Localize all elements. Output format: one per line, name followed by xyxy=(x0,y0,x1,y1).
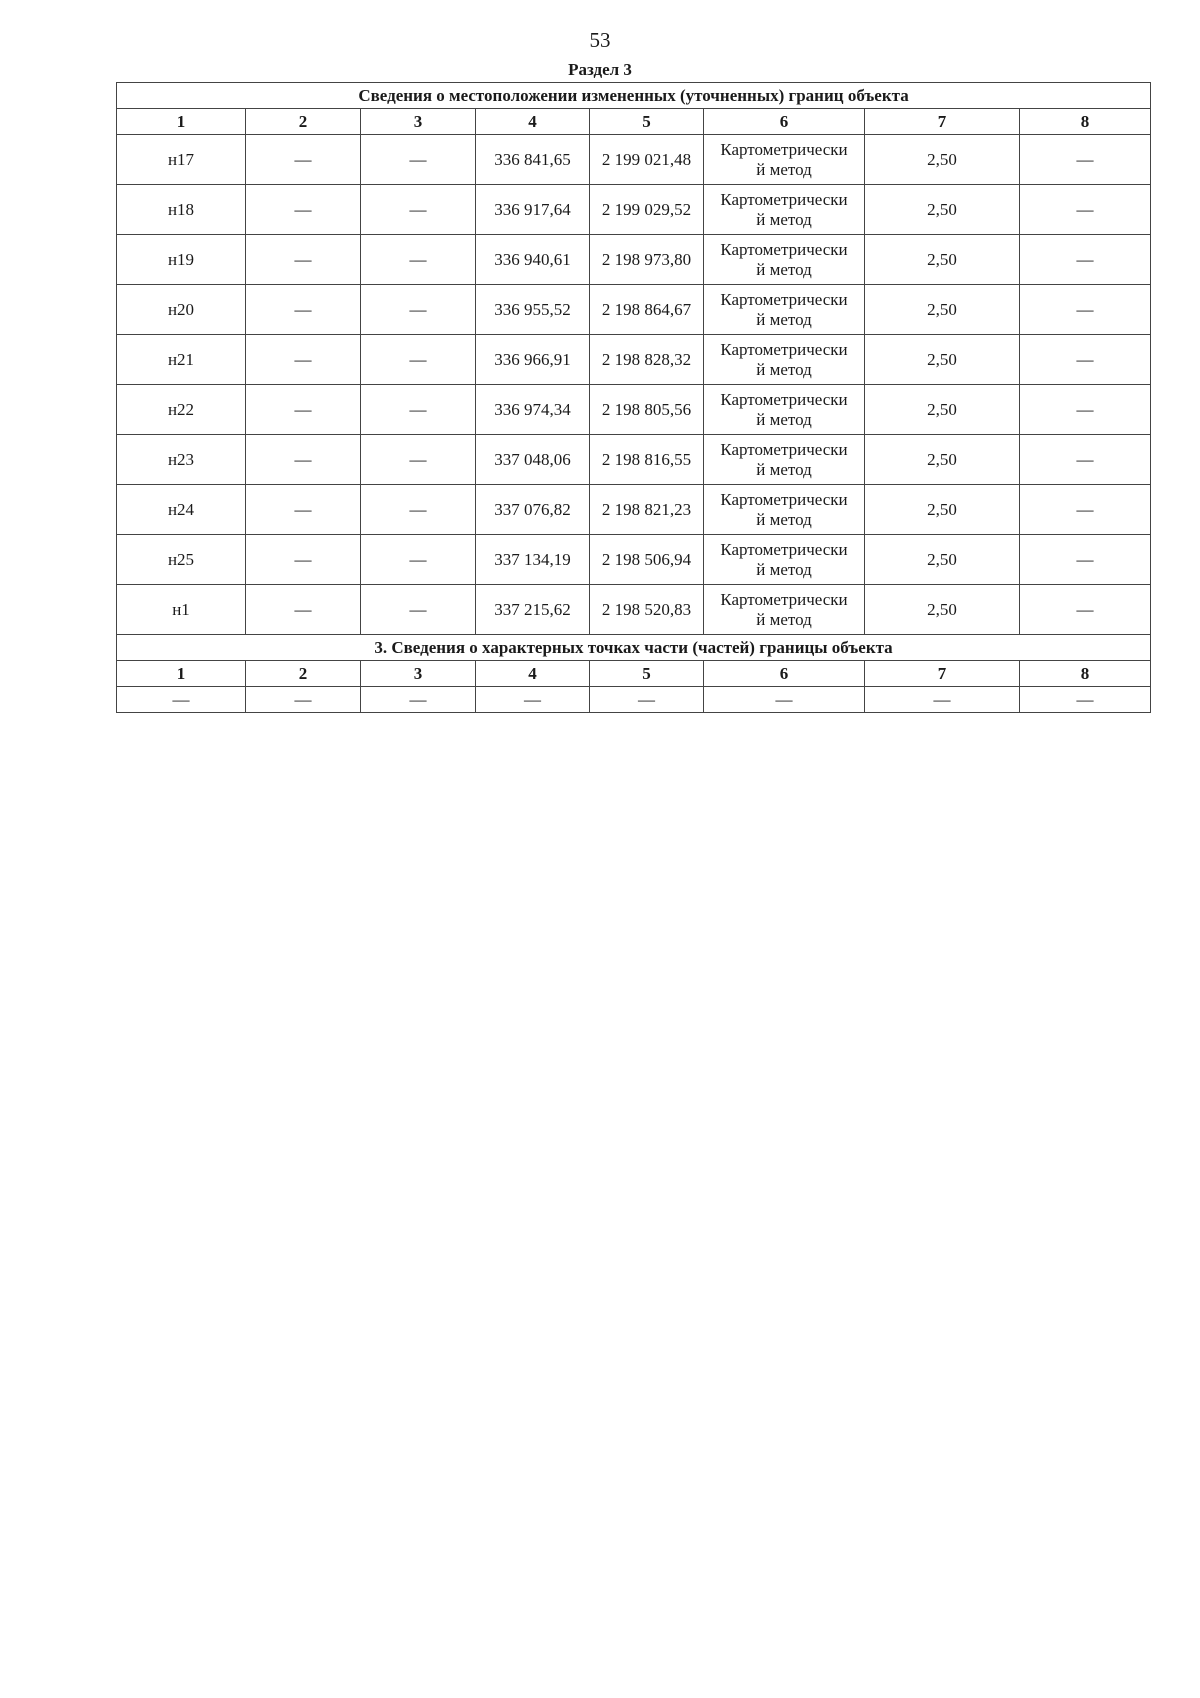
table-cell: — xyxy=(361,535,476,585)
table-cell: — xyxy=(246,335,361,385)
y-coordinate-cell: 2 198 821,23 xyxy=(590,485,704,535)
table-cell: — xyxy=(246,535,361,585)
table-cell: — xyxy=(361,585,476,635)
table-cell: — xyxy=(704,687,865,713)
method-text: й метод xyxy=(756,159,812,179)
x-coordinate-cell: 336 966,91 xyxy=(476,335,590,385)
table-cell: — xyxy=(361,135,476,185)
point-cell: н23 xyxy=(117,435,246,485)
accuracy-cell: 2,50 xyxy=(865,585,1020,635)
method-cell xyxy=(704,135,865,185)
point-cell: н17 xyxy=(117,135,246,185)
table-cell: — xyxy=(246,135,361,185)
y-coordinate-cell: 2 198 864,67 xyxy=(590,285,704,335)
x-coordinate-cell: 336 917,64 xyxy=(476,185,590,235)
table-row xyxy=(117,485,1151,535)
table-row xyxy=(117,335,1151,385)
column-header: 5 xyxy=(590,661,704,687)
x-coordinate-cell: 336 974,34 xyxy=(476,385,590,435)
method-cell xyxy=(704,235,865,285)
method-text: й метод xyxy=(756,409,812,429)
table-row xyxy=(117,535,1151,585)
column-header: 5 xyxy=(590,109,704,135)
table-cell: — xyxy=(1020,335,1151,385)
method-text: й метод xyxy=(756,609,812,629)
y-coordinate-cell: 2 199 029,52 xyxy=(590,185,704,235)
column-header: 1 xyxy=(117,661,246,687)
table-cell: — xyxy=(246,687,361,713)
method-cell xyxy=(704,385,865,435)
column-header: 6 xyxy=(704,661,865,687)
y-coordinate-cell: 2 198 805,56 xyxy=(590,385,704,435)
method-text: Картометрически xyxy=(720,189,848,209)
table-cell: — xyxy=(1020,385,1151,435)
table-cell: — xyxy=(1020,585,1151,635)
point-cell: н21 xyxy=(117,335,246,385)
table-cell: — xyxy=(361,235,476,285)
table-cell: — xyxy=(865,687,1020,713)
method-text: й метод xyxy=(756,309,812,329)
column-header: 3 xyxy=(361,661,476,687)
x-coordinate-cell: 337 048,06 xyxy=(476,435,590,485)
column-header: 2 xyxy=(246,109,361,135)
table-row xyxy=(117,185,1151,235)
y-coordinate-cell: 2 199 021,48 xyxy=(590,135,704,185)
x-coordinate-cell: 337 134,19 xyxy=(476,535,590,585)
method-text: Картометрически xyxy=(720,289,848,309)
point-cell: н20 xyxy=(117,285,246,335)
accuracy-cell: 2,50 xyxy=(865,385,1020,435)
table-cell: — xyxy=(1020,535,1151,585)
table-cell: — xyxy=(246,385,361,435)
table-row xyxy=(117,235,1151,285)
accuracy-cell: 2,50 xyxy=(865,485,1020,535)
method-text: Картометрически xyxy=(720,589,848,609)
boundary-table xyxy=(116,82,1151,713)
point-cell: н18 xyxy=(117,185,246,235)
table-cell: — xyxy=(246,435,361,485)
column-header: 2 xyxy=(246,661,361,687)
subsection-title-row xyxy=(117,635,1151,661)
subsection-empty-row xyxy=(117,687,1151,713)
point-cell: н22 xyxy=(117,385,246,435)
accuracy-cell: 2,50 xyxy=(865,435,1020,485)
table-cell: — xyxy=(361,185,476,235)
table-cell: — xyxy=(1020,235,1151,285)
table-cell: — xyxy=(1020,135,1151,185)
table-cell: — xyxy=(1020,687,1151,713)
table-row xyxy=(117,585,1151,635)
point-cell: н19 xyxy=(117,235,246,285)
point-cell: н25 xyxy=(117,535,246,585)
method-text: Картометрически xyxy=(720,539,848,559)
x-coordinate-cell: 337 076,82 xyxy=(476,485,590,535)
method-cell xyxy=(704,185,865,235)
accuracy-cell: 2,50 xyxy=(865,235,1020,285)
column-header: 8 xyxy=(1020,109,1151,135)
method-text: Картометрически xyxy=(720,489,848,509)
x-coordinate-cell: 336 841,65 xyxy=(476,135,590,185)
method-text: Картометрически xyxy=(720,339,848,359)
column-header: 8 xyxy=(1020,661,1151,687)
column-header-row xyxy=(117,109,1151,135)
table-cell: — xyxy=(476,687,590,713)
table-row xyxy=(117,285,1151,335)
method-text: Картометрически xyxy=(720,389,848,409)
point-cell: н24 xyxy=(117,485,246,535)
y-coordinate-cell: 2 198 816,55 xyxy=(590,435,704,485)
table-cell: — xyxy=(590,687,704,713)
table-cell: — xyxy=(1020,285,1151,335)
column-header: 3 xyxy=(361,109,476,135)
method-text: Картометрически xyxy=(720,239,848,259)
page-number: 53 xyxy=(589,28,611,52)
method-cell xyxy=(704,285,865,335)
accuracy-cell: 2,50 xyxy=(865,285,1020,335)
method-text: й метод xyxy=(756,259,812,279)
accuracy-cell: 2,50 xyxy=(865,185,1020,235)
y-coordinate-cell: 2 198 506,94 xyxy=(590,535,704,585)
table-cell: — xyxy=(361,485,476,535)
subsection-title: 3. Сведения о характерных точках части (частей) границы объекта xyxy=(117,635,1151,661)
table-cell: — xyxy=(1020,435,1151,485)
table-title-row xyxy=(117,83,1151,109)
method-text: Картометрически xyxy=(720,439,848,459)
method-cell xyxy=(704,435,865,485)
x-coordinate-cell: 336 955,52 xyxy=(476,285,590,335)
column-header: 7 xyxy=(865,109,1020,135)
table-cell: — xyxy=(361,385,476,435)
y-coordinate-cell: 2 198 520,83 xyxy=(590,585,704,635)
y-coordinate-cell: 2 198 973,80 xyxy=(590,235,704,285)
column-header: 6 xyxy=(704,109,865,135)
method-cell xyxy=(704,585,865,635)
method-text: й метод xyxy=(756,559,812,579)
x-coordinate-cell: 336 940,61 xyxy=(476,235,590,285)
table-cell: — xyxy=(361,335,476,385)
table-cell: — xyxy=(1020,485,1151,535)
x-coordinate-cell: 337 215,62 xyxy=(476,585,590,635)
method-text: й метод xyxy=(756,359,812,379)
accuracy-cell: 2,50 xyxy=(865,135,1020,185)
table-row xyxy=(117,385,1151,435)
y-coordinate-cell: 2 198 828,32 xyxy=(590,335,704,385)
data-rows xyxy=(117,135,1151,635)
table-cell: — xyxy=(246,185,361,235)
point-cell: н1 xyxy=(117,585,246,635)
method-text: Картометрически xyxy=(720,139,848,159)
table-cell: — xyxy=(246,235,361,285)
method-text: й метод xyxy=(756,509,812,529)
table-cell: — xyxy=(361,285,476,335)
table-row xyxy=(117,135,1151,185)
table-cell: — xyxy=(361,687,476,713)
table-row xyxy=(117,435,1151,485)
method-text: й метод xyxy=(756,459,812,479)
table-cell: — xyxy=(361,435,476,485)
column-header: 7 xyxy=(865,661,1020,687)
table-cell: — xyxy=(246,585,361,635)
table-cell: — xyxy=(117,687,246,713)
method-cell xyxy=(704,335,865,385)
table-cell: — xyxy=(1020,185,1151,235)
accuracy-cell: 2,50 xyxy=(865,335,1020,385)
table-cell: — xyxy=(246,485,361,535)
method-cell xyxy=(704,535,865,585)
column-header: 4 xyxy=(476,661,590,687)
subsection-header-row xyxy=(117,661,1151,687)
method-cell xyxy=(704,485,865,535)
method-text: й метод xyxy=(756,209,812,229)
accuracy-cell: 2,50 xyxy=(865,535,1020,585)
column-header: 4 xyxy=(476,109,590,135)
section-title: Раздел 3 xyxy=(568,60,632,79)
table-cell: — xyxy=(246,285,361,335)
table-title: Сведения о местоположении измененных (уточненных) границ объекта xyxy=(117,83,1151,109)
column-header: 1 xyxy=(117,109,246,135)
